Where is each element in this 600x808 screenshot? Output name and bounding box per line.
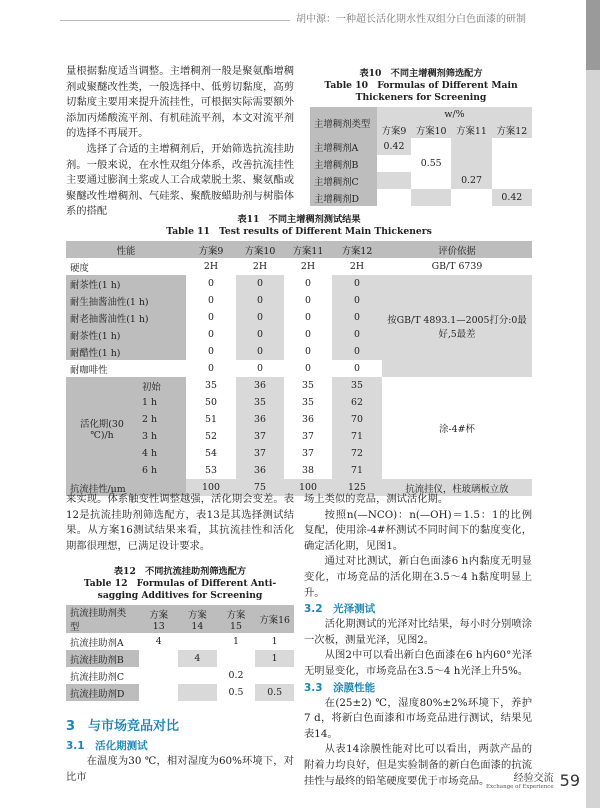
table10-cell	[451, 155, 491, 172]
table11-basis: 抗流挂仪，柱玻璃板立放	[405, 483, 509, 495]
table11-cell: 0	[354, 278, 360, 289]
table11-cell: 0	[284, 343, 332, 360]
table11-header: 方案10	[244, 245, 276, 257]
table11-cell: 70	[351, 414, 363, 425]
table12-cell: 0.5	[267, 687, 283, 698]
table11-row-name: 耐茶性(1 h)	[66, 275, 186, 292]
table11-basis: 按GB/T 4893.1—2005打分:0最好,5最差	[382, 275, 532, 377]
table12-cell: 1	[271, 636, 278, 647]
table11-cell: 0	[257, 346, 263, 357]
table11-cell: 100	[299, 482, 317, 493]
table11-cell: 38	[302, 465, 314, 476]
paragraph: 活化期测试的光泽对比结果，每小时分别喷涂一次板，测量光泽，见图2。	[304, 618, 532, 646]
table10-cell	[377, 189, 411, 206]
table10-col: 方案10	[415, 125, 447, 137]
table10-cell	[377, 155, 411, 172]
section-3-1-heading: 3.1 活化期测试	[66, 740, 148, 752]
table12-cell	[178, 667, 217, 684]
table11-row-name: 耐茶性(1 h)	[66, 326, 186, 343]
paragraph: 来实现。体系触变性调整越强，活化期会变差。表12是抗流挂助剂筛选配方，表13是其选择测试结果。从方案16测试结果来看，其抗流挂性和活化期都很理想，已满足设计要求。	[66, 493, 294, 552]
table11-cell: 0	[186, 309, 236, 326]
table12-cell: 4	[155, 636, 162, 647]
table10-row-name: 主增稠剂C	[310, 172, 377, 189]
table10-cell: 0.27	[461, 175, 482, 186]
table11-row-name: 硬度	[70, 262, 89, 274]
table11-cell: 36	[254, 414, 266, 425]
table10-row-name: 主增稠剂B	[310, 155, 377, 172]
table12-row-header: 抗流挂助剂类型	[70, 608, 127, 633]
table11-time: 6 h	[138, 462, 186, 479]
table11-cell: 0	[236, 292, 284, 309]
paragraph: 场上类似的竞品，测试活化期。	[304, 493, 449, 505]
table10-row-name: 主增稠剂D	[310, 189, 377, 206]
table12-col: 方案16	[259, 615, 291, 626]
table12-col: 方案15	[226, 609, 246, 632]
table10-col: 方案11	[456, 125, 487, 137]
table11-cell: 0	[208, 363, 214, 374]
table11-cell: 35	[236, 394, 284, 411]
table12-cell	[178, 684, 217, 701]
table11-cell: 0	[332, 292, 382, 309]
table10-cell: 0.42	[383, 141, 405, 152]
col2	[304, 492, 532, 789]
table11-cell: 0	[284, 275, 332, 292]
table11-basis: 涂-4#杯	[382, 377, 532, 479]
paragraph: 按照n(—NCO)：n(—OH)＝1.5：1的比例复配，使用涂-4#杯测试不同时间下的黏度变化，确定活化期，见图1。	[304, 508, 532, 552]
table11-time: 2 h	[138, 411, 186, 428]
table11-caption	[66, 214, 532, 238]
table12-row-name: 抗流挂助剂B	[66, 650, 139, 667]
table11-header: 方案9	[198, 245, 224, 257]
table11-cell: 71	[332, 428, 382, 445]
paragraph: 通过对比测试，新白色面漆6 h内黏度无明显变化，市场竞品的活化期在3.5～4 h黏度明显上升。	[304, 555, 532, 599]
table11-cell: 35	[351, 380, 363, 391]
table11-cell: 2H	[203, 261, 219, 272]
table12-cell: 0.2	[228, 670, 244, 681]
table12-col: 方案13	[149, 609, 169, 632]
table11-cell: 2H	[300, 261, 316, 272]
table10-col: 方案12	[496, 125, 528, 137]
paragraph: 选择了合适的主增稠剂后，开始筛选抗流挂助剂。一般来说，在水性双组分体系，改善抗流挂性主要通过膨润土浆或人工合成蒙脱土浆、聚氨酯或聚醚改性增稠剂、气硅浆、聚酰胺蜡助剂与树脂体系的搭配	[66, 142, 294, 218]
table11-header: 性能	[116, 245, 136, 257]
table11-cell: 2H	[349, 261, 365, 272]
table11-time: 4 h	[138, 445, 186, 462]
table11-cell: 0	[257, 312, 263, 323]
table12-cell	[139, 650, 178, 667]
table11-caption-en: Table 11 Test results of Different Main Thickeners	[166, 226, 432, 237]
table11-row-name: 耐醋性(1 h)	[66, 343, 186, 360]
table12-row-name: 抗流挂助剂D	[66, 684, 139, 701]
table10-cell	[411, 138, 451, 155]
table10-cell	[411, 172, 451, 189]
paragraph: 从图2中可以看出新白色面漆在6 h内60°光泽无明显变化，市场竞品在3.5～4 h光泽上升5%。	[304, 649, 532, 677]
table12-caption-en: Table 12 Formulas of Different Anti-sagging Additives for Screening	[83, 578, 277, 601]
table10-cell	[492, 172, 532, 189]
table10-cell	[451, 189, 491, 206]
side-tab	[586, 0, 600, 808]
table12-row-name: 抗流挂助剂C	[70, 671, 125, 683]
table10-unit: w/%	[444, 108, 465, 120]
table11-cell: 0	[305, 329, 311, 340]
table11-cell: 36	[254, 380, 266, 391]
table11-cell: 0	[354, 363, 360, 374]
table11-cell: 0	[257, 363, 263, 374]
table11-cell: 0	[208, 329, 214, 340]
table10-col: 方案9	[381, 125, 407, 137]
table11-cell: 51	[186, 411, 236, 428]
table11-cell: 50	[205, 397, 217, 408]
table11-cell: 0	[186, 343, 236, 360]
table11-cell: 0	[354, 346, 360, 357]
footer-cn: 经验交流	[513, 773, 554, 784]
page-number: 59	[559, 771, 580, 790]
table11-cell: 0	[208, 295, 214, 306]
table11-cell: 37	[302, 431, 314, 442]
footer-label	[486, 769, 554, 790]
table11-row-name: 耐生抽酱油性(1 h)	[66, 292, 186, 309]
table11-cell: 37	[254, 448, 266, 459]
table11-cell: 52	[205, 431, 217, 442]
running-header	[0, 4, 600, 34]
table12-cell: 1	[233, 636, 239, 647]
table11-cell: 0	[305, 363, 311, 374]
table11-cell: 54	[186, 445, 236, 462]
table12-cell: 4	[194, 653, 201, 664]
table11-cell: 35	[302, 397, 314, 408]
table10-cell	[377, 172, 411, 189]
paragraph: 从表14涂膜性能对比可以看出，两款产品的附着力均良好，但是实验制备的新白色面漆的抗流挂性与最终的铅笔硬度要优于市场竞品。	[304, 743, 532, 787]
table10-cell: 0.55	[420, 158, 442, 169]
table11-cell: 100	[202, 482, 220, 493]
table11-cell: 53	[205, 465, 217, 476]
table11-row-name: 耐老抽酱油性(1 h)	[66, 309, 186, 326]
col1-mid	[66, 492, 294, 554]
table12-cell	[139, 684, 178, 701]
table11-cell: 36	[284, 411, 332, 428]
table12-cell	[255, 667, 294, 684]
table10-cell	[451, 138, 491, 155]
table12-cell	[178, 633, 217, 650]
table11-header: 方案12	[341, 245, 373, 257]
table11-header: 方案11	[292, 245, 324, 257]
table11-header: 评价依据	[438, 245, 476, 257]
table11-cell: 0	[284, 309, 332, 326]
table11-cell: 0	[236, 326, 284, 343]
table11-time: 3 h	[138, 428, 186, 445]
table11-cell: 35	[186, 377, 236, 394]
table11-basis: GB/T 6739	[431, 261, 483, 272]
table11-cell: 35	[284, 377, 332, 394]
section-3-2-heading: 3.2 光泽测试	[304, 603, 376, 616]
table10-cell	[492, 138, 532, 155]
table12-caption	[66, 566, 294, 602]
table11-cell: 62	[332, 394, 382, 411]
table11-cell: 37	[284, 445, 332, 462]
table11-cell: 0	[257, 278, 263, 289]
table10-cell	[492, 155, 532, 172]
table11-cell: 0	[186, 275, 236, 292]
table12-col: 方案14	[188, 609, 207, 632]
table12-caption-cn: 表12 不同抗流挂助剂筛选配方	[113, 566, 247, 577]
paragraph: 在(25±2) ℃，湿度80%±2%环境下，养护7 d，将新白色面漆和市场竞品进行测试，结果见表14。	[304, 696, 532, 740]
table11-cell: 0	[305, 295, 311, 306]
table10-row-name: 主增稠剂A	[310, 138, 377, 155]
page-footer	[486, 769, 580, 790]
table12-cell: 0.5	[217, 684, 256, 701]
table11-cell: 71	[332, 462, 382, 479]
table11-row-name: 抗流挂性/μm	[66, 479, 186, 496]
table12-row-name: 抗流挂助剂A	[70, 637, 124, 649]
paragraph: 在温度为30 ℃，相对湿度为60%环境下，对比市	[66, 755, 294, 783]
table12	[66, 605, 294, 701]
table11-cell: 0	[354, 312, 360, 323]
footer-en: Exchange of Experience	[486, 784, 554, 790]
section-3-3-heading: 3.3 涂膜性能	[304, 681, 376, 694]
table11-cell: 0	[332, 326, 382, 343]
table11-cell: 2H	[252, 261, 268, 272]
header-text: 胡中源：一种超长活化期水性双组分白色面漆的研制	[290, 10, 526, 25]
col1-bottom	[66, 718, 294, 785]
table11	[66, 241, 532, 496]
table11-block	[66, 214, 532, 496]
table10-row-header: 主增稠剂类型	[310, 107, 377, 138]
col1-top	[66, 64, 294, 220]
table11-cell: 125	[348, 482, 366, 493]
table11-time: 初始	[138, 377, 186, 394]
table10-caption	[310, 68, 532, 104]
table11-caption-cn: 表11 不同主增稠剂测试结果	[237, 214, 361, 225]
section-3-heading: 3 与市场竞品对比	[66, 719, 180, 734]
table10-caption-en: Table 10 Formulas of Different Main Thickeners for Screening	[324, 80, 518, 103]
table10-cell: 0.42	[492, 189, 532, 206]
table10-cell	[411, 189, 451, 206]
table11-cell: 75	[254, 482, 266, 493]
table12-cell: 1	[271, 653, 278, 664]
table11-cell: 72	[351, 448, 363, 459]
table11-cell: 37	[236, 428, 284, 445]
table12-cell	[139, 667, 178, 684]
table11-active-label: 活化期(30 ℃)/h	[66, 377, 138, 479]
table12-cell	[217, 650, 256, 667]
table11-time: 1 h	[138, 394, 186, 411]
table11-row-name: 耐咖啡性	[70, 364, 108, 376]
table10-block	[310, 68, 532, 206]
table12-block	[66, 566, 294, 701]
table10	[310, 107, 532, 206]
table10-caption-cn: 表10 不同主增稠剂筛选配方	[359, 68, 483, 79]
table11-cell: 36	[236, 462, 284, 479]
paragraph: 量根据黏度适当调整。主增稠剂一般是聚氨酯增稠剂或聚醚改性类，一般选择中、低剪切黏度，高剪切黏度主要用来提升流挂性，可根据实际需要额外添加丙烯酸流平剂、有机硅流平剂，本文对流平剂的选择不再展开。	[66, 65, 294, 140]
